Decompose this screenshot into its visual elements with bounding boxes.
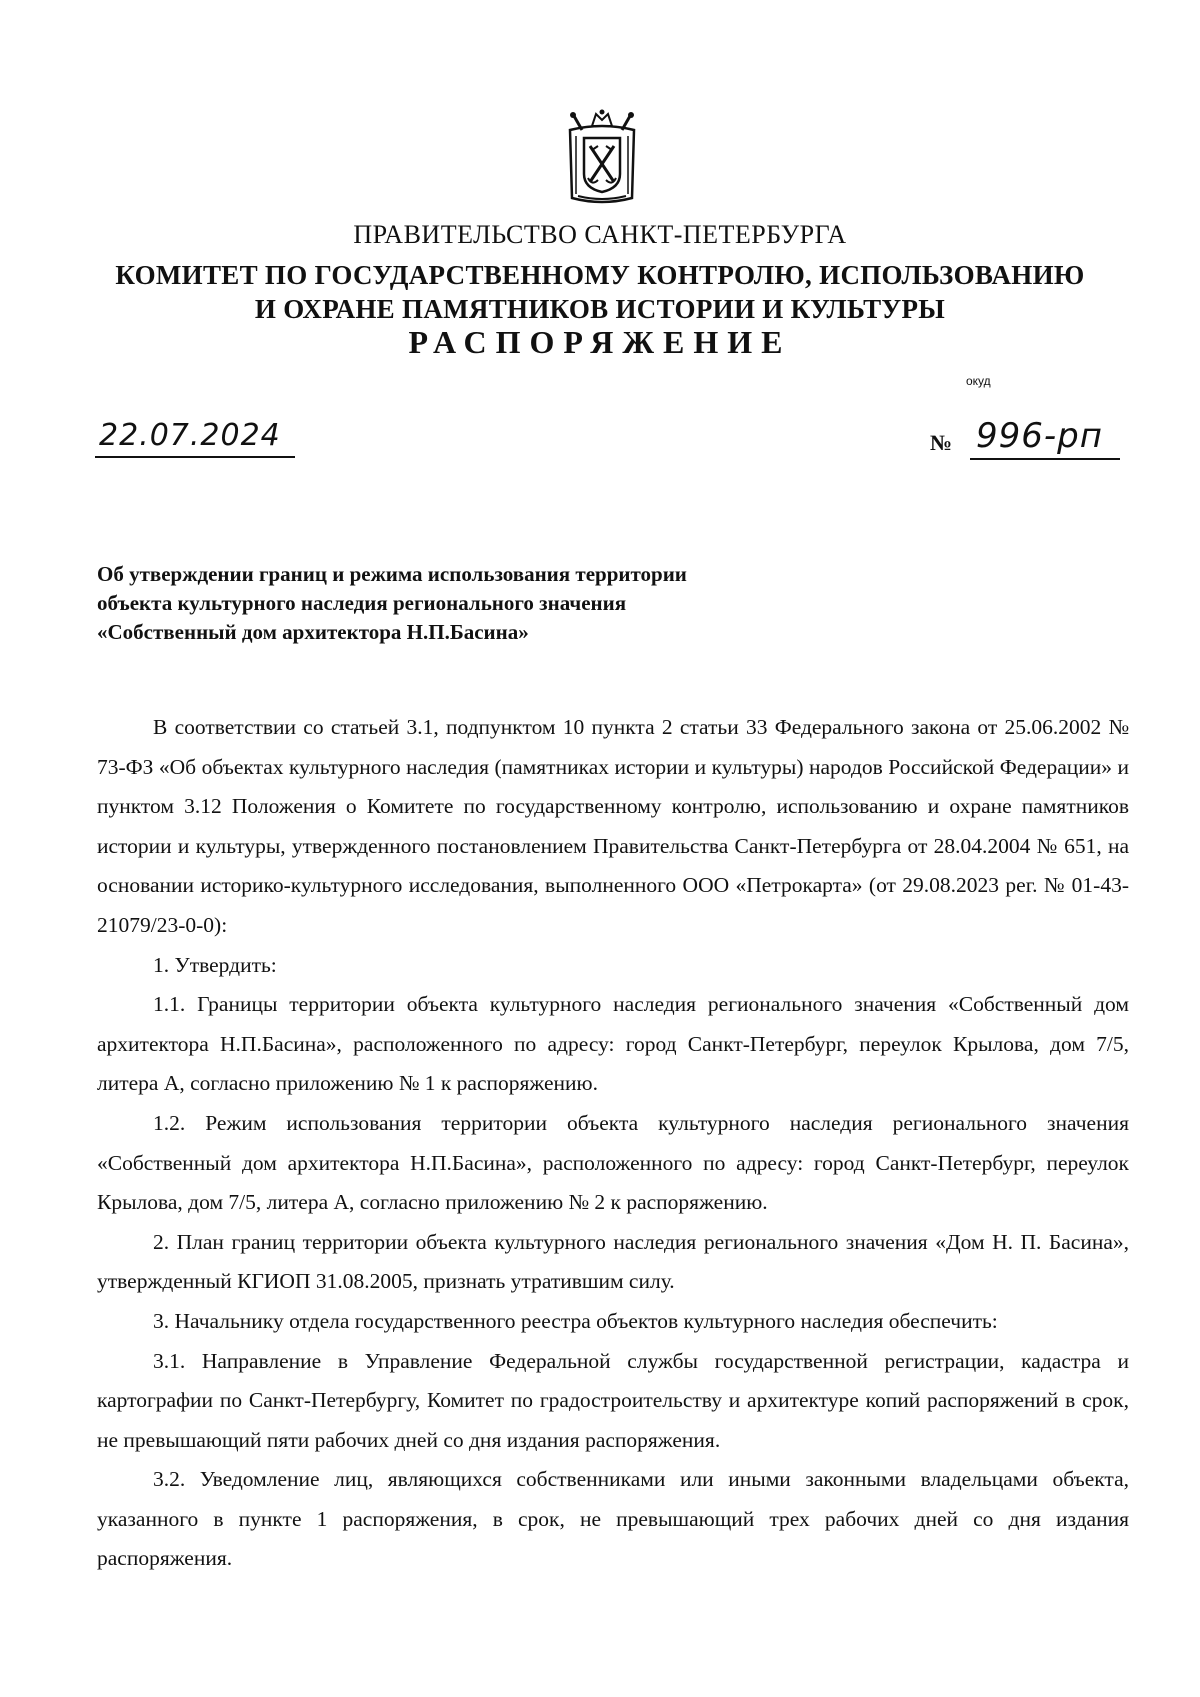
subject-line3: «Собственный дом архитектора Н.П.Басина» [97, 620, 529, 644]
paragraph-3: 3. Начальнику отдела государственного реестра объектов культурного наследия обеспечить: [153, 1308, 998, 1333]
committee-name-line2: И ОХРАНЕ ПАМЯТНИКОВ ИСТОРИИ И КУЛЬТУРЫ [254, 294, 946, 324]
paragraph-1-1: 1.1. Границы территории объекта культурного наследия регионального значения «Собственный дом архитектора Н.П.Басина», расположенного по адресу: город Санкт-Петербург, переулок Крылова, дом 7/5, литера А, согласно приложению № 1 к распоряжению. [97, 992, 1129, 1096]
document-subject [97, 560, 997, 647]
date-underline [95, 456, 295, 458]
paragraph-3-2: 3.2. Уведомление лиц, являющихся собственниками или иными законными владельцами объекта, указанного в пункте 1 распоряжения, в срок, не превышающий трех рабочих дней со дня издания распоряжения. [97, 1467, 1129, 1571]
spb-coat-of-arms-icon [562, 108, 642, 206]
paragraph-preamble: В соответствии со статьей 3.1, подпунктом 10 пункта 2 статьи 33 Федерального закона от 25.06.2002 № 73-ФЗ «Об объектах культурного наследия (памятниках истории и культуры) народов Российской Федерации» и пунктом 3.12 Положения о Комитете по государственному контролю, использованию и охране памятников истории и культуры, утвержденного постановлением Правительства Санкт-Петербурга от 28.04.2004 № 651, на основании историко-культурного исследования, выполненного ООО «Петрокарта» (от 29.08.2023 рег. № 01-43-21079/23-0-0): [97, 715, 1129, 937]
paragraph-1-2: 1.2. Режим использования территории объекта культурного наследия регионального значения «Собственный дом архитектора Н.П.Басина», расположенного по адресу: город Санкт-Петербург, переулок Крылова, дом 7/5, литера А, согласно приложению № 2 к распоряжению. [97, 1110, 1129, 1215]
paragraph-1: 1. Утвердить: [153, 952, 277, 977]
okud-label: окуд [966, 374, 991, 388]
committee-name [0, 258, 1200, 326]
number-handwritten: 996-рп [976, 416, 1103, 456]
document-number [930, 416, 1130, 460]
document-type: РАСПОРЯЖЕНИЕ [408, 324, 792, 360]
government-title: ПРАВИТЕЛЬСТВО САНКТ-ПЕТЕРБУРГА [353, 220, 847, 249]
number-sign: № [930, 430, 953, 455]
committee-name-line1: КОМИТЕТ ПО ГОСУДАРСТВЕННОМУ КОНТРОЛЮ, ИСПОЛЬЗОВАНИЮ [115, 260, 1085, 290]
paragraph-3-1: 3.1. Направление в Управление Федеральной службы государственной регистрации, кадастра и картографии по Санкт-Петербургу, Комитет по градостроительству и архитектуре копий распоряжений в срок, не превышающий пяти рабочих дней со дня издания распоряжения. [97, 1348, 1129, 1452]
subject-line2: объекта культурного наследия регионального значения [97, 591, 627, 615]
paragraph-2: 2. План границ территории объекта культурного наследия регионального значения «Дом Н. П. Басина», утвержденный КГИОП 31.08.2005, признать утратившим силу. [97, 1229, 1129, 1294]
number-underline [970, 458, 1120, 460]
subject-line1: Об утверждении границ и режима использования территории [97, 562, 687, 586]
document-date [95, 416, 295, 458]
date-handwritten: 22.07.2024 [99, 418, 281, 453]
document-body [97, 708, 1129, 1579]
